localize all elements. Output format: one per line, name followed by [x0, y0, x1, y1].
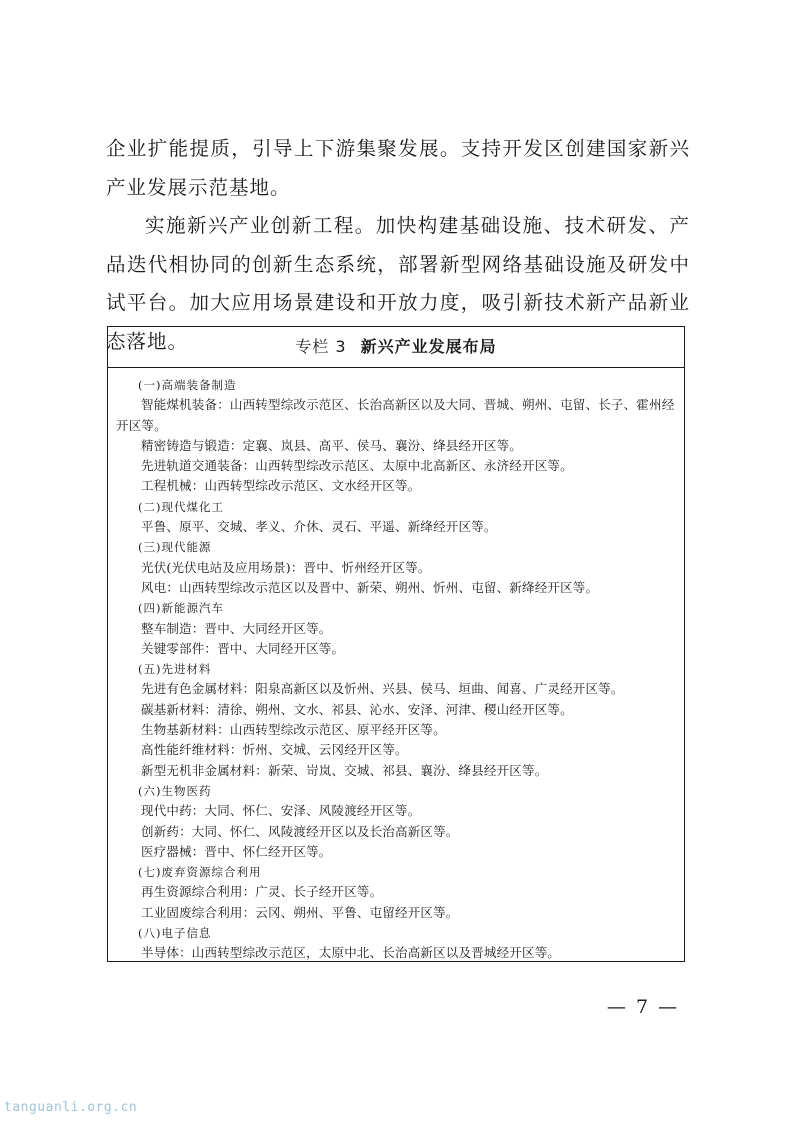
- layout-entry: 关键零部件：晋中、大同经开区等。: [141, 640, 345, 656]
- layout-entry: 创新药：大同、怀仁、风陵渡经开区以及长治高新区等。: [141, 823, 459, 839]
- category-heading: (七)废弃资源综合利用: [138, 865, 262, 880]
- feature-box-title: [108, 327, 684, 368]
- feature-box-body: [108, 368, 684, 964]
- category-heading: (一)高端装备制造: [138, 378, 237, 392]
- paragraph: 实施新兴产业创新工程。加快构建基础设施、技术研发、产品迭代相协同的创新生态系统，部署新型网络基础设施及研发中试平台。加大应用场景建设和开放力度，吸引新技术新产品新业态落地。: [106, 214, 690, 353]
- layout-entry: 现代中药：大同、怀仁、安泽、风陵渡经开区等。: [141, 803, 421, 819]
- layout-entry: 智能煤机装备：山西转型综改示范区、长治高新区以及大同、晋城、朔州、屯留、长子、霍州经开区等。: [116, 397, 675, 433]
- layout-entry: 整车制造：晋中、大同经开区等。: [141, 620, 332, 636]
- layout-entry: 工业固废综合利用：云冈、朔州、平鲁、屯留经开区等。: [141, 904, 459, 920]
- category-heading: (八)电子信息: [138, 926, 212, 941]
- layout-entry: 碳基新材料：清徐、朔州、文水、祁县、沁水、安泽、河津、稷山经开区等。: [141, 701, 573, 717]
- feature-box-number: 专栏 3: [295, 337, 347, 356]
- layout-entry: 新型无机非金属材料：新荣、岢岚、交城、祁县、襄汾、绛县经开区等。: [141, 762, 548, 778]
- paragraph: 企业扩能提质，引导上下游集聚发展。支持开发区创建国家新兴产业发展示范基地。: [106, 137, 690, 199]
- category-heading: (二)现代煤化工: [138, 499, 224, 514]
- layout-entry: 半导体：山西转型综改示范区，太原中北、长治高新区以及晋城经开区等。: [141, 945, 561, 961]
- feature-box-heading: 新兴产业发展布局: [360, 337, 497, 356]
- layout-entry: 平鲁、原平、交城、孝义、介休、灵石、平遥、新绛经开区等。: [141, 519, 497, 535]
- category-heading: (四)新能源汽车: [138, 601, 224, 616]
- site-watermark: tanguanli.org.cn: [4, 1100, 138, 1115]
- layout-entry: 光伏(光伏电站及应用场景)：晋中、忻州经开区等。: [141, 559, 431, 575]
- layout-entry: 精密铸造与锻造：定襄、岚县、高平、侯马、襄汾、绛县经开区等。: [141, 437, 523, 453]
- layout-entry: 先进轨道交通装备：山西转型综改示范区、太原中北高新区、永济经开区等。: [141, 458, 573, 474]
- layout-entry: 先进有色金属材料：阳泉高新区以及忻州、兴县、侯马、垣曲、闻喜、广灵经开区等。: [141, 681, 624, 697]
- category-heading: (三)现代能源: [138, 540, 212, 555]
- category-heading: (五)先进材料: [138, 662, 212, 677]
- feature-box: [107, 326, 685, 962]
- layout-entry: 医疗器械：晋中、怀仁经开区等。: [141, 843, 332, 859]
- layout-entry: 再生资源综合利用：广灵、长子经开区等。: [141, 884, 383, 900]
- layout-entry: 工程机械：山西转型综改示范区、文水经开区等。: [141, 478, 421, 494]
- layout-entry: 风电：山西转型综改示范区以及晋中、新荣、朔州、忻州、屯留、新绛经开区等。: [141, 579, 599, 595]
- layout-entry: 生物基新材料：山西转型综改示范区、原平经开区等。: [141, 722, 446, 738]
- page-number: — 7 —: [606, 996, 680, 1018]
- layout-entry: 高性能纤维材料：忻州、交城、云冈经开区等。: [141, 742, 408, 758]
- category-heading: (六)生物医药: [138, 783, 212, 798]
